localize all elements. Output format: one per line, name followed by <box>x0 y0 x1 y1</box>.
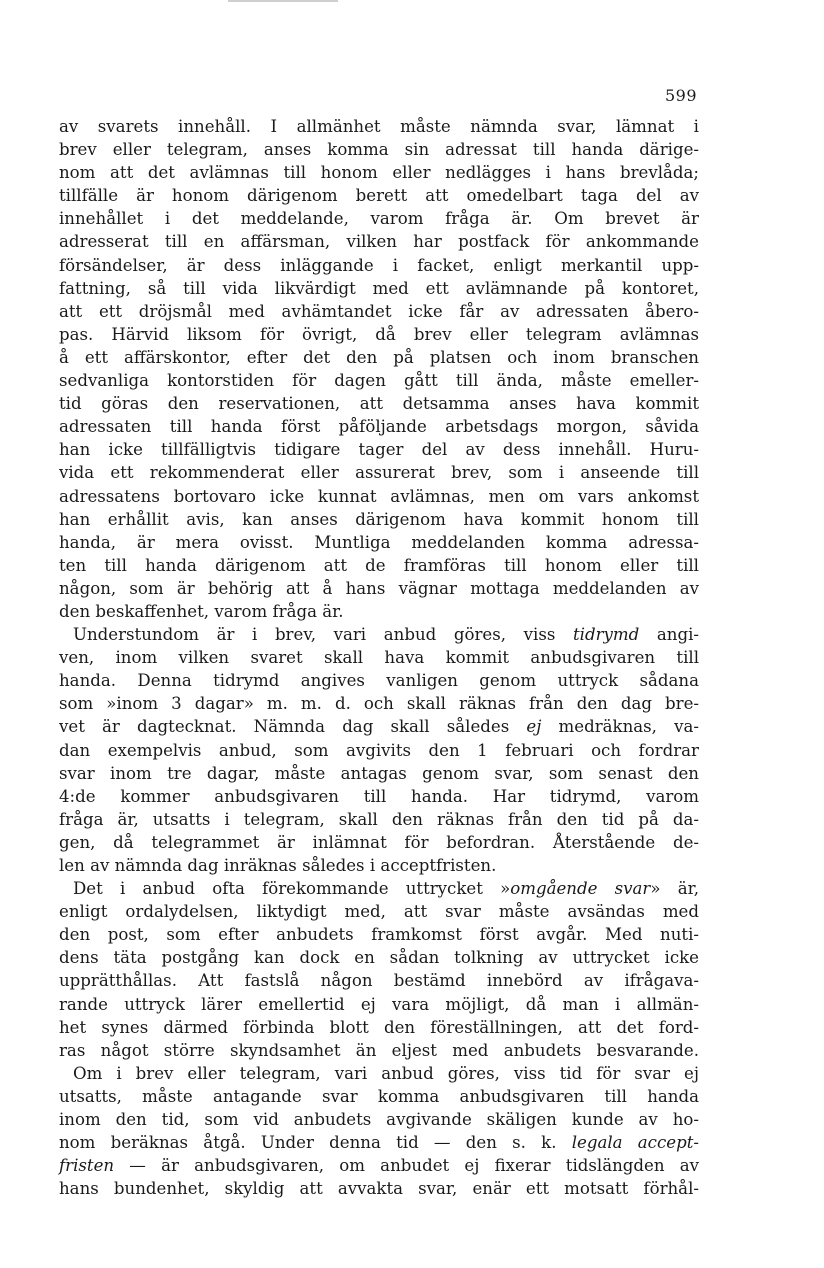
text-line: pas. Härvid liksom för övrigt, då brev eller telegram avlämnas <box>59 324 699 344</box>
text-line: handa, är mera ovisst. Muntliga meddelanden komma adressa- <box>59 532 699 552</box>
text-line: fråga är, utsatts i telegram, skall den räknas från den tid på da- <box>59 809 699 829</box>
text-line: av svarets innehåll. I allmänhet måste nämnda svar, lämnat i <box>59 117 699 136</box>
text-line: någon, som är behörig att å hans vägnar mottaga meddelanden av <box>59 578 699 598</box>
emphasis: ej <box>526 717 542 737</box>
page-number: 599 <box>664 86 697 105</box>
text-line: fattning, så till vida likvärdigt med ett avlämnande på kontoret, <box>59 278 699 298</box>
text-line: som »inom 3 dagar» m. m. d. och skall räknas från den dag bre- <box>59 694 699 714</box>
text-line: tillfälle är honom därigenom berett att omedelbart taga del av <box>59 186 699 206</box>
text-line: å ett affärskontor, efter det den på platsen och inom branschen <box>59 347 699 367</box>
text-line: upprätthållas. Att fastslå någon bestämd innebörd av ifrågava- <box>59 971 699 991</box>
text-line: het synes därmed förbinda blott den föreställningen, att det ford- <box>59 1017 699 1037</box>
text-line: vet är dagtecknat. Nämnda dag skall således ej medräknas, va- <box>59 717 699 737</box>
text-line: gen, då telegrammet är inlämnat för befordran. Återstående de- <box>59 832 699 852</box>
text-line: sedvanliga kontorstiden för dagen gått till ända, måste emeller- <box>59 371 699 391</box>
text-line: len av nämnda dag inräknas således i acceptfristen. <box>59 856 497 875</box>
text-line: innehållet i det meddelande, varom fråga är. Om brevet är <box>59 209 699 229</box>
emphasis: fristen <box>59 1156 115 1176</box>
text-line: Det i anbud ofta förekommande uttrycket »omgående svar» är, <box>73 879 699 899</box>
emphasis: omgående svar <box>510 879 651 899</box>
text-line: nom beräknas åtgå. Under denna tid — den s. k. legala accept- <box>59 1133 699 1153</box>
text-line: adressaten till handa först påföljande arbetsdags morgon, såvida <box>59 417 699 437</box>
text-line: adresserat till en affärsman, vilken har postfack för ankommande <box>59 232 699 252</box>
text-line: nom att det avlämnas till honom eller nedlägges i hans brevlåda; <box>59 163 699 183</box>
top-edge-rule <box>228 0 338 2</box>
text-line: den post, som efter anbudets framkomst först avgår. Med nuti- <box>59 925 699 945</box>
text-line: försändelser, är dess inläggande i facket, enligt merkantil upp- <box>59 255 699 275</box>
text-line: fristen — är anbudsgivaren, om anbudet ej fixerar tidslängden av <box>59 1156 699 1176</box>
text-line: svar inom tre dagar, måste antagas genom svar, som senast den <box>59 763 699 783</box>
text-line: dens täta postgång kan dock en sådan tolkning av uttrycket icke <box>59 948 699 968</box>
body-text <box>59 115 699 1200</box>
text-line: adressatens bortovaro icke kunnat avlämnas, men om vars ankomst <box>59 486 699 506</box>
text-line: ten till handa därigenom att de framföras till honom eller till <box>59 555 699 575</box>
text-line: han icke tillfälligtvis tidigare tager del av dess innehåll. Huru- <box>59 440 699 460</box>
text-line: hans bundenhet, skyldig att avvakta svar, enär ett motsatt förhål- <box>59 1179 699 1199</box>
emphasis: tidrymd <box>572 625 640 645</box>
emphasis: legala accept- <box>571 1133 699 1153</box>
text-line: Om i brev eller telegram, vari anbud göres, viss tid för svar ej <box>73 1063 699 1083</box>
text-line: 4:de kommer anbudsgivaren till handa. Har tidrymd, varom <box>59 786 699 806</box>
text-line: inom den tid, som vid anbudets avgivande skäligen kunde av ho- <box>59 1110 699 1130</box>
text-line: dan exempelvis anbud, som avgivits den 1 februari och fordrar <box>59 740 699 760</box>
text-line: handa. Denna tidrymd angives vanligen genom uttryck sådana <box>59 671 699 691</box>
text-line: att ett dröjsmål med avhämtandet icke får av adressaten åbero- <box>59 301 699 321</box>
text-line: rande uttryck lärer emellertid ej vara möjligt, då man i allmän- <box>59 994 699 1014</box>
text-line: utsatts, måste antagande svar komma anbudsgivaren till handa <box>59 1086 699 1106</box>
text-line: ras något större skyndsamhet än eljest med anbudets besvarande. <box>59 1040 699 1060</box>
text-line: enligt ordalydelsen, liktydigt med, att svar måste avsändas med <box>59 902 699 922</box>
text-line: han erhållit avis, kan anses därigenom hava kommit honom till <box>59 509 699 529</box>
text-line: vida ett rekommenderat eller assurerat brev, som i anseende till <box>59 463 699 483</box>
text-line: tid göras den reservationen, att detsamma anses hava kommit <box>59 394 699 414</box>
text-line: ven, inom vilken svaret skall hava kommit anbudsgivaren till <box>59 648 699 668</box>
text-line: den beskaffenhet, varom fråga är. <box>59 601 344 621</box>
text-line: Understundom är i brev, vari anbud göres, viss tidrymd angi- <box>73 625 699 645</box>
text-line: brev eller telegram, anses komma sin adressat till handa därige- <box>59 140 699 160</box>
